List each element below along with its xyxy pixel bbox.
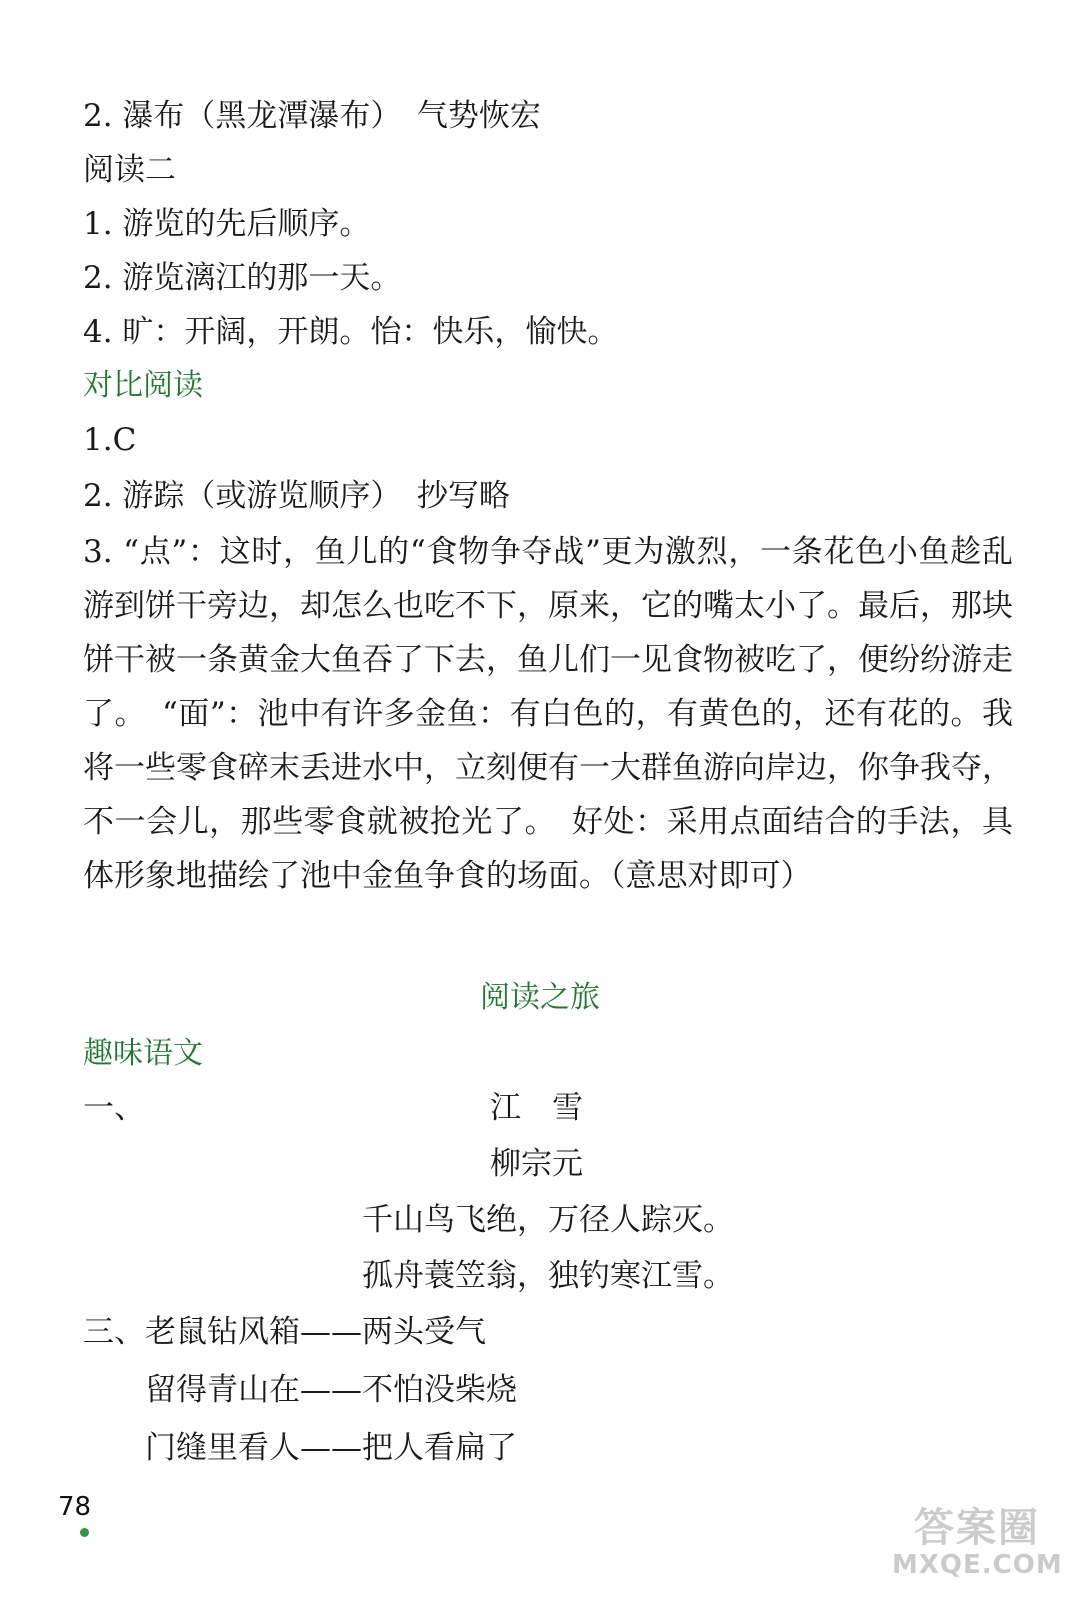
poem-author: 柳宗元 <box>490 1146 583 1182</box>
answer-paragraph-point-surface: 3. “点”：这时，鱼儿的“食物争夺战”更为激烈，一条花色小鱼趁乱游到饼干旁边，却怎么也吃不下，原来，它的嘴太小了。最后，那块饼干被一条黄金大鱼吞了下去，鱼儿们一见食物被吃了，便纷纷游走了。 “面”：池中有许多金鱼：有白色的，有黄色的，还有花的。我将一些零食碎末丢进水中，立刻便有一大群鱼游向岸边，你争我夺，不一会儿，那些零食就被抢光了。 好处：采用点面结合的手法，具体形象地描绘了池中金鱼争食的场面。（意思对即可） <box>83 534 1013 894</box>
fun-chinese-heading: 趣味语文 <box>83 1036 203 1071</box>
saying-line-1: 三、老鼠钻风箱——两头受气 <box>83 1314 486 1350</box>
answer-line-waterfall: 2. 瀑布（黑龙潭瀑布） 气势恢宏 <box>83 98 541 134</box>
saying-line-2: 留得青山在——不怕没柴烧 <box>145 1372 517 1408</box>
comparison-reading-heading: 对比阅读 <box>83 368 203 403</box>
poem-title: 江 雪 <box>490 1090 583 1126</box>
answer-line-choice: 1.C <box>83 422 137 458</box>
section-title: 阅读之旅 <box>480 980 600 1015</box>
watermark-logo <box>892 1506 1062 1586</box>
answer-line-order: 1. 游览的先后顺序。 <box>83 206 371 242</box>
poem-marker: 一、 <box>83 1090 145 1126</box>
poem-line-1: 千山鸟飞绝，万径人踪灭。 <box>362 1202 734 1238</box>
answer-line-route: 2. 游踪（或游览顺序） 抄写略 <box>83 478 510 514</box>
page-number: 78 <box>58 1492 92 1522</box>
saying-line-3: 门缝里看人——把人看扁了 <box>145 1430 517 1466</box>
watermark-bottom-text: MXQE.COM <box>892 1550 1063 1580</box>
page-dot-decoration <box>80 1528 89 1537</box>
reading-two-heading: 阅读二 <box>83 152 176 188</box>
answer-line-lijiang: 2. 游览漓江的那一天。 <box>83 260 402 296</box>
poem-line-2: 孤舟蓑笠翁，独钓寒江雪。 <box>362 1258 734 1294</box>
answer-line-definitions: 4. 旷：开阔，开朗。怡：快乐，愉快。 <box>83 314 619 350</box>
watermark-top-text: 答案圈 <box>914 1505 1040 1551</box>
